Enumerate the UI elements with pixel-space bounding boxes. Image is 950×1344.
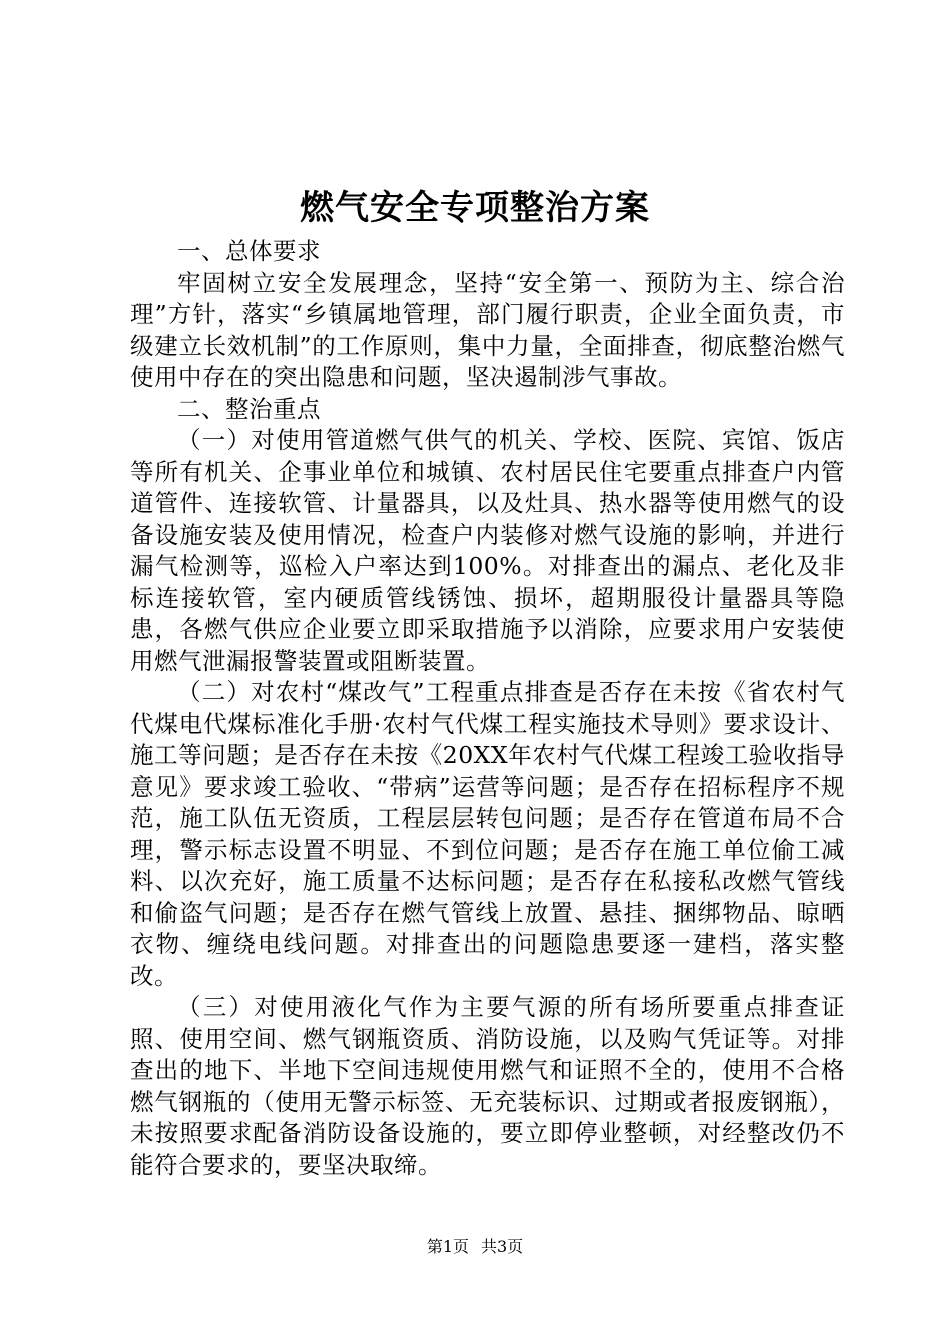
section-heading-general-requirements: 一、总体要求 (177, 237, 321, 265)
paragraph-general-requirements: 牢固树立安全发展理念，坚持“安全第一、预防为主、综合治理”方针，落实“乡镇属地管理，部门履行职责，企业全面负责，市级建立长效机制”的工作原则，集中力量，全面排查，彻底整治燃气使用中存在的突出隐患和问题，坚决遏制涉气事故。 (130, 268, 845, 391)
page-total: 共3页 (481, 1237, 524, 1256)
page-footer (0, 1236, 950, 1258)
document-title: 燃气安全专项整治方案 (300, 188, 650, 228)
paragraph-item-2: （二）对农村“煤改气”工程重点排查是否存在未按《省农村气代煤电代煤标准化手册·农村气代煤工程实施技术导则》要求设计、施工等问题；是否存在未按《20XX年农村气代煤工程竣工验收指导意见》要求竣工验收、“带病”运营等问题；是否存在招标程序不规范，施工队伍无资质，工程层层转包问题；是否存在管道布局不合理，警示标志设置不明显、不到位问题；是否存在施工单位偷工减料、以次充好，施工质量不达标问题；是否存在私接私改燃气管线和偷盗气问题；是否存在燃气管线上放置、悬挂、捆绑物品、晾晒衣物、缠绕电线问题。对排查出的问题隐患要逐一建档，落实整改。 (130, 678, 845, 990)
document-body (130, 236, 845, 1181)
paragraph-item-1: （一）对使用管道燃气供气的机关、学校、医院、宾馆、饭店等所有机关、企事业单位和城镇、农村居民住宅要重点排查户内管道管件、连接软管、计量器具，以及灶具、热水器等使用燃气的设备设施安装及使用情况，检查户内装修对燃气设施的影响，并进行漏气检测等，巡检入户率达到100%。对排查出的漏点、老化及非标连接软管，室内硬质管线锈蚀、损坏，超期服役计量器具等隐患，各燃气供应企业要立即采取措施予以消除，应要求用户安装使用燃气泄漏报警装置或阻断装置。 (130, 426, 845, 675)
paragraph-item-3: （三）对使用液化气作为主要气源的所有场所要重点排查证照、使用空间、燃气钢瓶资质、消防设施，以及购气凭证等。对排查出的地下、半地下空间违规使用燃气和证照不全的，使用不合格燃气钢瓶的（使用无警示标签、无充装标识、过期或者报废钢瓶），未按照要求配备消防设备设施的，要立即停业整顿，对经整改仍不能符合要求的，要坚决取缔。 (130, 993, 845, 1179)
section-heading-key-points: 二、整治重点 (177, 394, 321, 423)
page-number: 第1页 (426, 1237, 469, 1256)
